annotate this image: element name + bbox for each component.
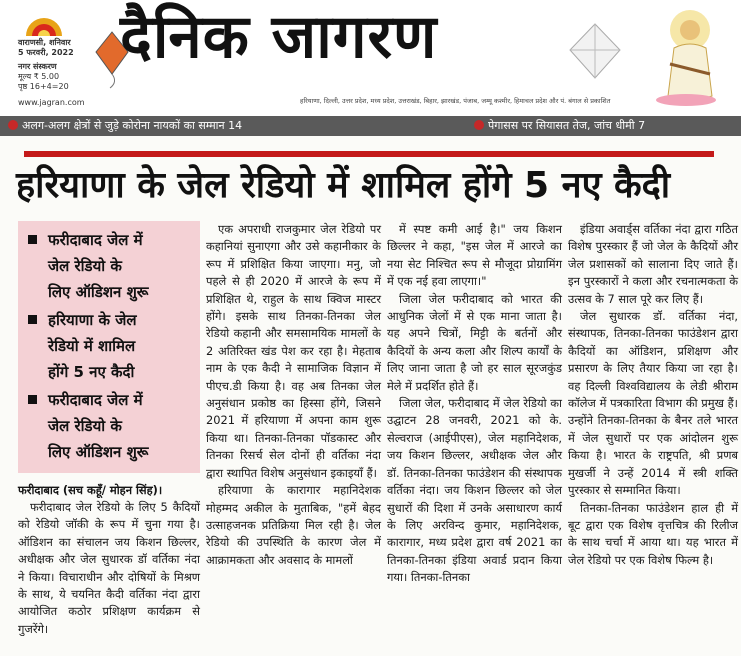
bullet-square-icon <box>28 395 37 404</box>
paragraph: हरियाणा के कारागार महानिदेशक मोहम्मद अकील के मुताबिक, "हमें बेहद उत्साहजनक प्रतिक्रिया मिल रही है। जेल रेडियो की उपस्थिति के कारण जेल में आक्रामकता और अवसाद के मामलों <box>206 483 381 567</box>
ticker-bullet-icon <box>474 120 484 130</box>
article-column-2 <box>206 221 381 569</box>
date-line: वाराणसी, शनिवार <box>18 38 71 47</box>
ticker-item-left[interactable]: अलग-अलग क्षेत्रों से जुड़े कोरोना नायकों का सम्मान 14 <box>22 119 243 132</box>
paragraph: एक अपराधी राजकुमार जेल रेडियो पर कहानियां सुनाएगा और उसे कहानीकार के रूप में प्रशिक्षित किया जाएगा। मनु, जो पहले से ही 2020 में आरजे के रूप में प्रशिक्षित थे, राहुल के साथ क्विज मास्टर होंगे। इसके साथ तिनका-तिनका जेल रेडियो कहानी और समसामयिक मामलों के 2 अतिरिक्त खंड पेश कर रहा है। मेहताब नाम के एक कैदी ने सामाजिक विज्ञान में पीएच.डी किया है। वह अब तिनका जेल अनुसंधान प्रकोष्ठ का हिस्सा होंगे, जिसने 2021 में हरियाणा में अपना काम शुरू किया था। तिनका-तिनका पॉडकास्ट और तिनका रिसर्च सेल दोनों ही वर्तिका नंदा द्वारा स्थापित विशेष अनुसंधान इकाइयाँ हैं। <box>206 222 381 480</box>
sun-logo-icon <box>22 8 66 38</box>
paragraph: इंडिया अवार्ड्स वर्तिका नंदा द्वारा गठित विशेष पुरस्कार हैं जो जेल के कैदियों और जेल प्रशासकों को सालाना दिए जाते हैं। इन पुरस्कारों ने कला और रचनात्मकता के उत्सव के 7 साल पूरे कर लिए हैं। <box>568 222 738 306</box>
article-column-4 <box>568 221 738 569</box>
news-ticker <box>0 116 741 136</box>
bullet-square-icon <box>28 235 37 244</box>
ticker-item-right[interactable]: पेगासस पर सियासत तेज, जांच धीमी 7 <box>488 119 646 132</box>
highlight-line: रेडियो में शामिल <box>48 337 136 355</box>
article-column-1 <box>18 499 200 638</box>
article-column-3 <box>387 221 562 587</box>
paragraph: तिनका-तिनका फाउंडेशन हाल ही में बूट द्वारा एक विशेष वृत्तचित्र की रिलीज के साथ चर्चा में आया था। यह भारत में जेल रेडियो पर एक विशेष फिल्म है। <box>568 500 738 567</box>
date-line: नगर संस्करण <box>18 62 57 71</box>
highlight-line: फरीदाबाद जेल में <box>48 231 143 249</box>
paragraph: में स्पष्ट कमी आई है।" जय किशन छिल्लर ने कहा, "इस जेल में आरजे का नया सेट निश्चित रूप से मौजूदा प्रोग्रामिंग में एक नई हवा लाएगा।" <box>387 222 562 289</box>
highlight-line: लिए ऑडिशन शुरू <box>48 443 149 461</box>
highlight-line: होंगे 5 नए कैदी <box>48 363 135 381</box>
paragraph: जिला जेल, फरीदाबाद में जेल रेडियो का उद्घाटन 28 जनवरी, 2021 को के. सेल्वराज (आईपीएस), जेल महानिदेशक, जय किशन छिल्लर, अधीक्षक जेल और डॉ. तिनका-तिनका फाउंडेशन की संस्थापक वर्तिका नंदा। जय किशन छिल्लर को जेल सुधारों की दिशा में उनके असाधारण कार्य के लिए अरविन्द कुमार, महानिदेशक, कारागार, मध्य प्रदेश द्वारा वर्ष 2021 का तिनका-तिनका इंडिया अवार्ड प्रदान किया गया। तिनका-तिनका <box>387 396 562 585</box>
dateline: फरीदाबाद (सच कहूँ/ मोहन सिंह)। <box>18 483 163 497</box>
masthead <box>0 0 741 118</box>
paragraph: जेल सुधारक डॉ. वर्तिका नंदा, संस्थापक, तिनका-तिनका फाउंडेशन द्वारा कैदियों का ऑडिशन, प्रशिक्षण और प्रसारण के लिए तैयार किया जा रहा है। वह दिल्ली विश्वविद्यालय के लेडी श्रीराम कॉलेज में पत्रकारिता विभाग की प्रमुख हैं। उन्होंने तिनका-तिनका के बैनर तले भारत में जेल सुधारों पर एक आंदोलन शुरू किया है। भारत के राष्ट्रपति, श्री प्रणब मुखर्जी ने उन्हें 2014 में स्त्री शक्ति पुरस्कार से सम्मानित किया। <box>568 309 738 498</box>
highlights-box <box>18 221 200 473</box>
highlight-line: फरीदाबाद जेल में <box>48 391 143 409</box>
paragraph: जिला जेल फरीदाबाद को भारत की आधुनिक जेलों में से एक माना जाता है। यह अपने चित्रों, मिट्टी के बर्तनों और कैदियों के अन्य कला और शिल्प कार्यों के लिए जाना जाता है जो हर साल सूरजकुंड मेले में प्रदर्शित होते हैं। <box>387 291 562 393</box>
article-headline: हरियाणा के जेल रेडियो में शामिल होंगे 5 नए कैदी <box>16 165 671 206</box>
website-link[interactable]: www.jagran.com <box>18 98 85 107</box>
date-line: पृष्ठ 16+4=20 <box>18 82 69 91</box>
section-red-bar <box>24 151 714 157</box>
ticker-bullet-icon <box>8 120 18 130</box>
date-line: 5 फरवरी, 2022 <box>18 48 74 57</box>
saraswati-illustration-icon <box>640 4 732 108</box>
highlight-line: लिए ऑडिशन शुरू <box>48 283 149 301</box>
date-line: मूल्य ₹ 5.00 <box>18 72 60 81</box>
paragraph: फरीदाबाद जेल रेडियो के लिए 5 कैदियों को रेडियो जॉकी के रूप में चुना गया है। ऑडिशन का संचालन जय किशन छिल्लर, अधीक्षक और जेल सुधारक डॉ वर्तिका नंदा ने किया। विचाराधीन और दोषियों के मिश्रण के साथ, ये चयनित कैदी वर्तिका नंदा द्वारा आयोजित कठोर प्रशिक्षण कार्यक्रम से गुजरेंगे। <box>18 500 200 636</box>
editions-line: हरियाणा, दिल्ली, उत्तर प्रदेश, मध्य प्रदेश, उत्तराखंड, बिहार, झारखंड, पंजाब, जम्मू कश्मीर, हिमाचल प्रदेश और पं. बंगाल से प्रकाशित <box>300 97 611 105</box>
highlight-line: जेल रेडियो के <box>48 417 122 435</box>
highlight-line: जेल रेडियो के <box>48 257 122 275</box>
highlight-line: हरियाणा के जेल <box>48 311 137 329</box>
bullet-square-icon <box>28 315 37 324</box>
kite-decoration-icon <box>560 20 630 90</box>
newspaper-title: दैनिक जागरण <box>120 2 438 72</box>
